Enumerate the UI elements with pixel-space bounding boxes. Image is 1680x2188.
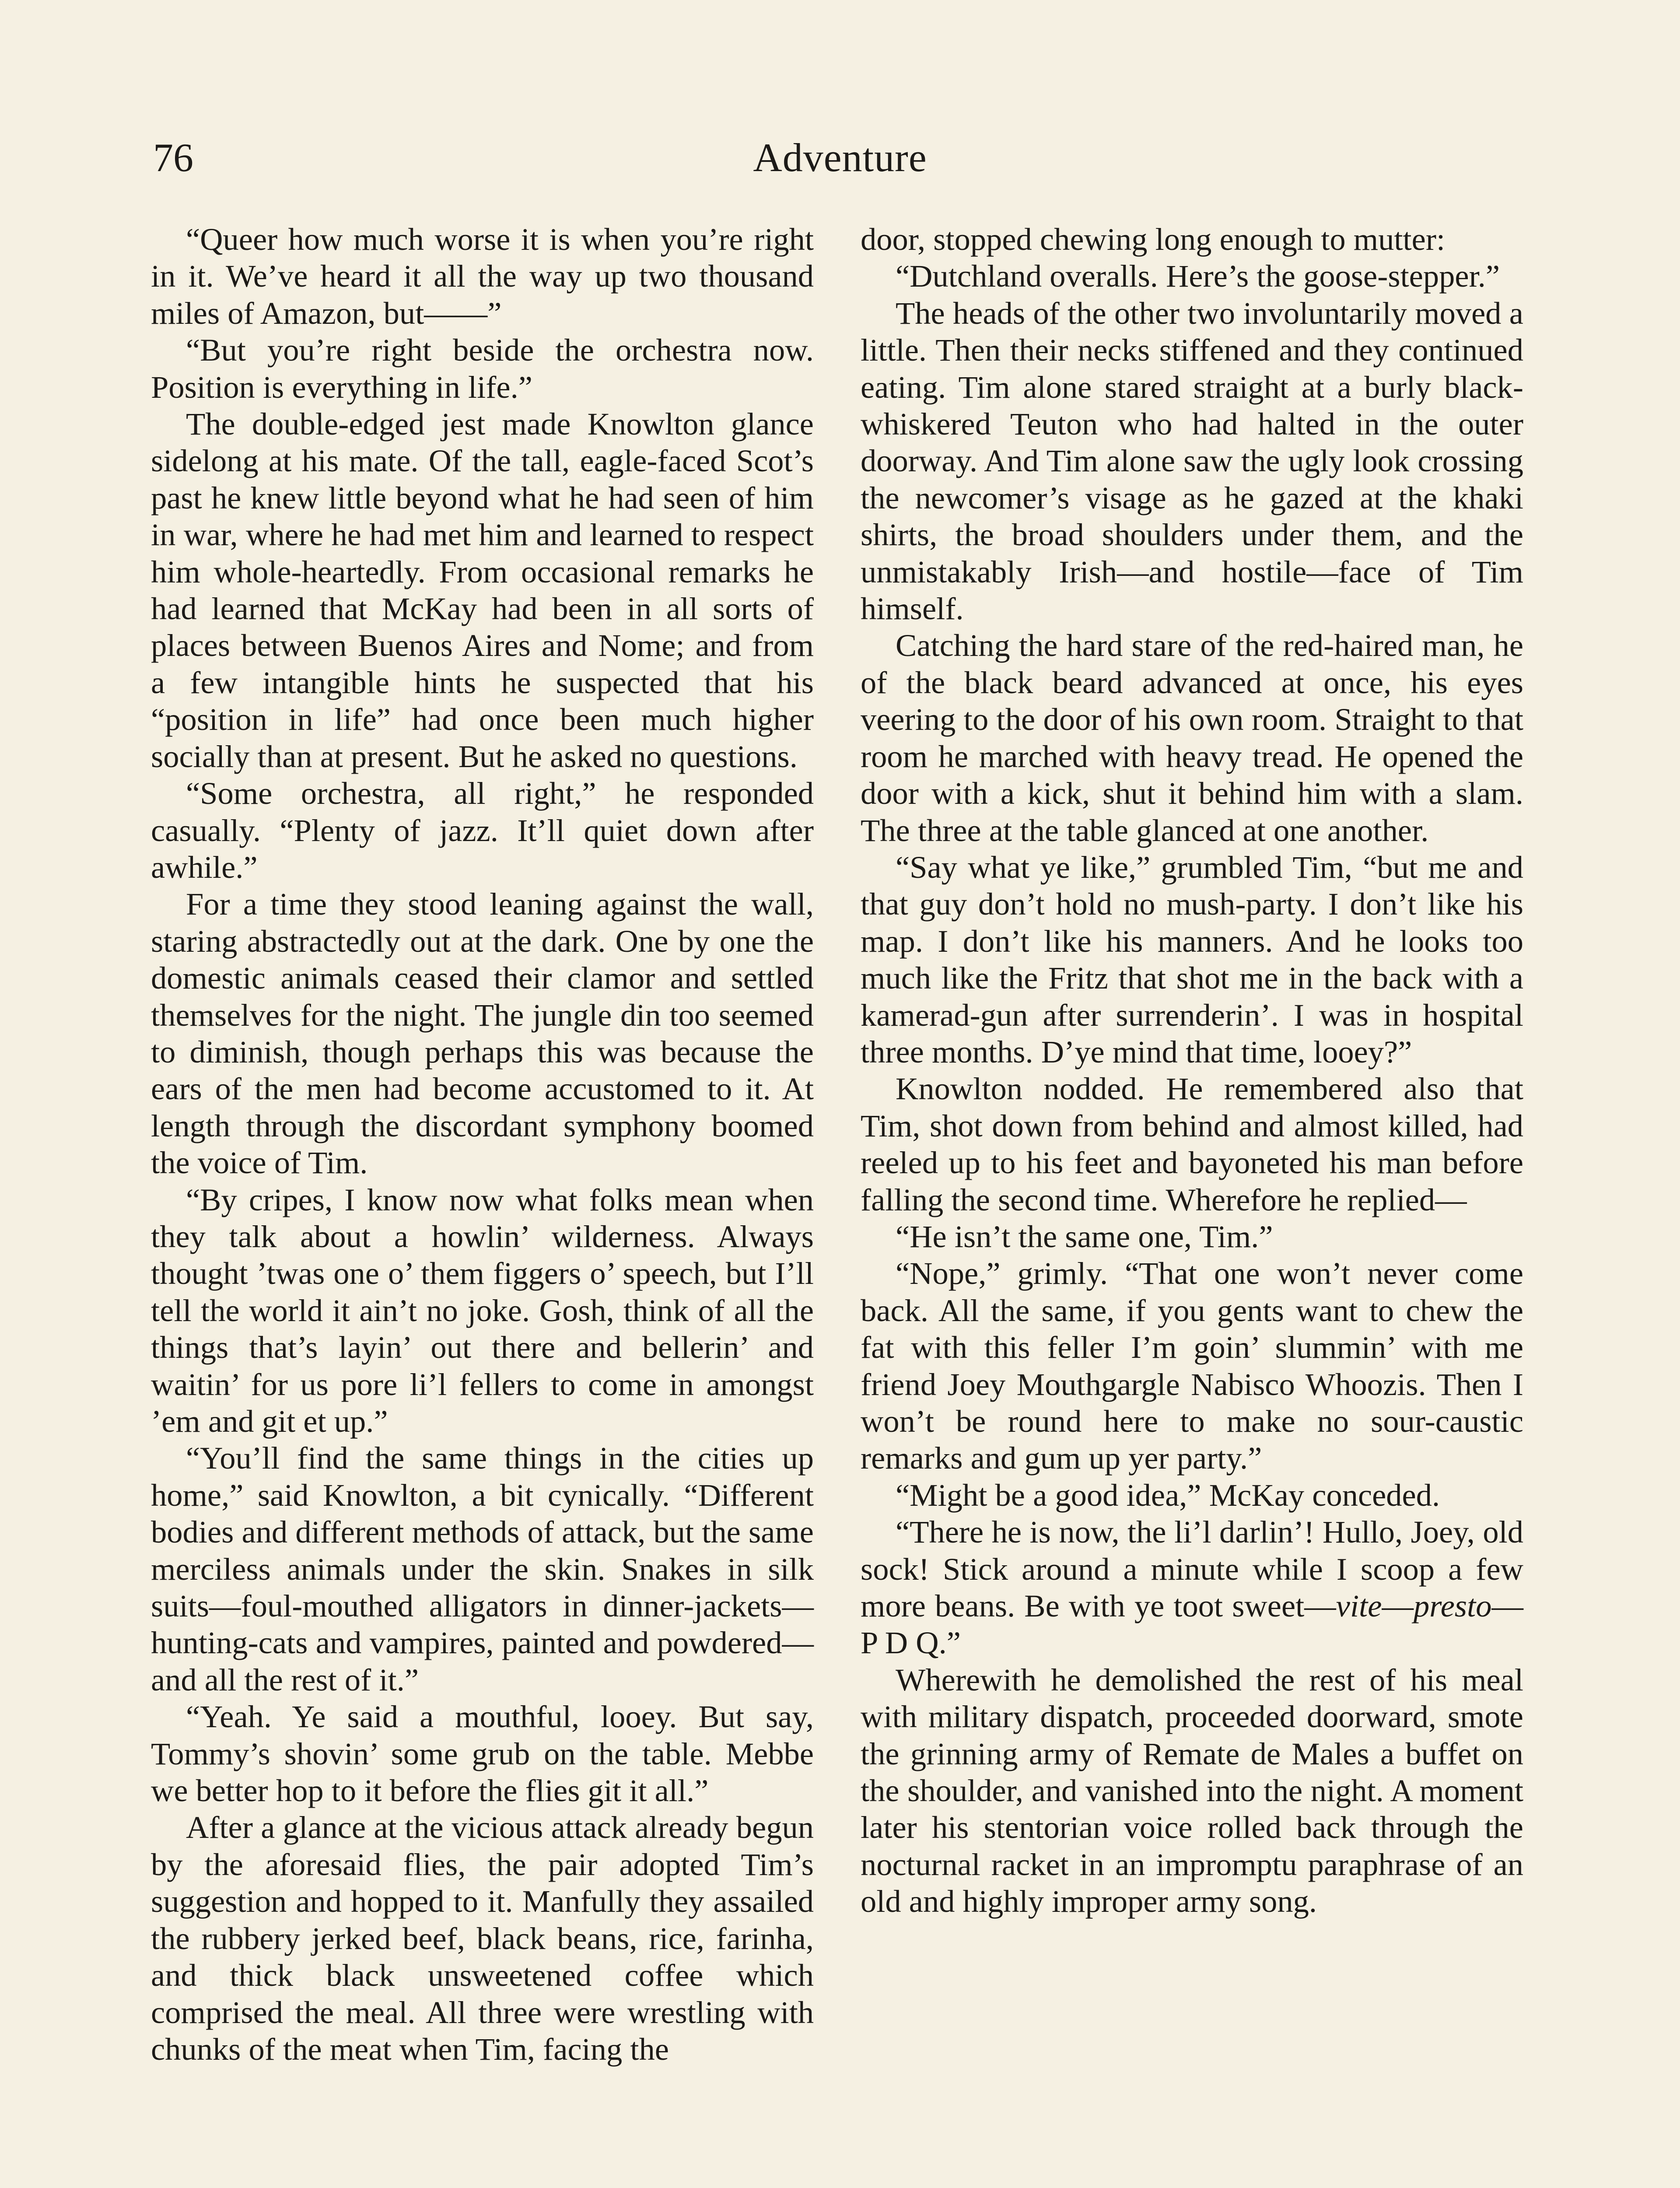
right-column	[861, 221, 1523, 1920]
page-header	[153, 125, 1527, 190]
paragraph: “Say what ye like,” grumbled Tim, “but me and that guy don’t hold no mush-party. I don’t like his map. I don’t like his manners. And he looks too much like the Fritz that shot me in the back with a kamerad-gun after surrenderin’. I was in hospital three months. D’ye mind that time, looey?”	[861, 849, 1523, 1069]
italic-word: vite	[1336, 1588, 1382, 1624]
paragraph	[861, 1514, 1523, 1662]
paragraph: “Nope,” grimly. “That one won’t never come back. All the same, if you gents want to chew the fat with this feller I’m goin’ slummin’ with me friend Joey Mouthgargle Nabisco Whoozis. Then I won’t be round here to make no sour-caustic remarks and gum up yer party.”	[861, 1255, 1523, 1476]
paragraph: “Queer how much worse it is when you’re right in it. We’ve heard it all the way up two thousand miles of Amazon, but——”	[151, 221, 814, 331]
paragraph: The heads of the other two involuntarily moved a little. Then their necks stiffened and they continued eating. Tim alone stared straight at a burly black-whiskered Teuton who had halted in the outer doorway. And Tim alone saw the ugly look crossing the newcomer’s visage as he gazed at the khaki shirts, the broad shoulders under them, and the unmistakably Irish—and hostile—face of Tim himself.	[861, 295, 1523, 627]
paragraph: “By cripes, I know now what folks mean when they talk about a howlin’ wilderness. Always thought ’twas one o’ them figgers o’ speech, but I’ll tell the world it ain’t no joke. Gosh, think of all the things that’s layin’ out there and bellerin’ and waitin’ for us pore li’l fellers to come in amongst ’em and git et up.”	[151, 1182, 814, 1439]
running-title: Adventure	[753, 135, 927, 180]
text-run: “There he is now, the li’l darlin’! Hullo, Joey, old sock! Stick around a minute while I scoop a few more beans. Be with ye toot sweet—	[861, 1514, 1523, 1624]
paragraph: “Might be a good idea,” McKay conceded.	[896, 1477, 1440, 1513]
continued-paragraph: door, stopped chewing long enough to mutter:	[861, 221, 1446, 257]
text-run: —P D Q.”	[861, 1588, 1523, 1661]
paragraph: After a glance at the vicious attack already begun by the aforesaid flies, the pair adopted Tim’s suggestion and hopped to it. Manfully they assailed the rubbery jerked beef, black beans, rice, farinha, and thick black unsweetened coffee which comprised the meal. All three were wrestling with chunks of the meat when Tim, facing the	[151, 1809, 814, 2067]
paragraph: “You’ll find the same things in the cities up home,” said Knowlton, a bit cynically. “Different bodies and different methods of attack, but the same merciless animals under the skin. Snakes in silk suits—foul-mouthed alligators in dinner-jackets—hunting-cats and vampires, painted and powdered—and all the rest of it.”	[151, 1440, 814, 1697]
page-number: 76	[153, 135, 193, 180]
paragraph: “Yeah. Ye said a mouthful, looey. But say, Tommy’s shovin’ some grub on the table. Mebbe we better hop to it before the flies git it all.”	[151, 1699, 814, 1809]
paragraph: “Some orchestra, all right,” he responded casually. “Plenty of jazz. It’ll quiet down after awhile.”	[151, 775, 814, 885]
paragraph: “He isn’t the same one, Tim.”	[896, 1218, 1273, 1254]
paragraph: “Dutchland overalls. Here’s the goose-stepper.”	[896, 258, 1500, 294]
left-column	[151, 221, 814, 2068]
paragraph: “But you’re right beside the orchestra now. Position is everything in life.”	[151, 332, 814, 405]
paragraph: Knowlton nodded. He remembered also that Tim, shot down from behind and almost killed, had reeled up to his feet and bayoneted his man before falling the second time. Wherefore he replied—	[861, 1071, 1523, 1217]
italic-word: presto	[1413, 1588, 1492, 1624]
paragraph: Catching the hard stare of the red-haired man, he of the black beard advanced at once, his eyes veering to the door of his own room. Straight to that room he marched with heavy tread. He opened the door with a kick, shut it behind him with a slam. The three at the table glanced at one another.	[861, 628, 1523, 848]
paragraph: Wherewith he demolished the rest of his meal with military dispatch, proceeded doorward, smote the grinning army of Remate de Males a buffet on the shoulder, and vanished into the night. A moment later his stentorian voice rolled back through the nocturnal racket in an impromptu paraphrase of an old and highly improper army song.	[861, 1662, 1523, 1919]
text-run: —	[1382, 1588, 1414, 1624]
paragraph: The double-edged jest made Knowlton glance sidelong at his mate. Of the tall, eagle-faced Scot’s past he knew little beyond what he had seen of him in war, where he had met him and learned to respect him whole-heartedly. From occasional remarks he had learned that McKay had been in all sorts of places between Buenos Aires and Nome; and from a few intangible hints he suspected that his “position in life” had once been much higher socially than at present. But he asked no questions.	[151, 406, 814, 774]
paragraph: For a time they stood leaning against the wall, staring abstractedly out at the dark. One by one the domestic animals ceased their clamor and settled themselves for the night. The jungle din too seemed to diminish, though perhaps this was because the ears of the men had become accustomed to it. At length through the discordant symphony boomed the voice of Tim.	[151, 886, 814, 1181]
